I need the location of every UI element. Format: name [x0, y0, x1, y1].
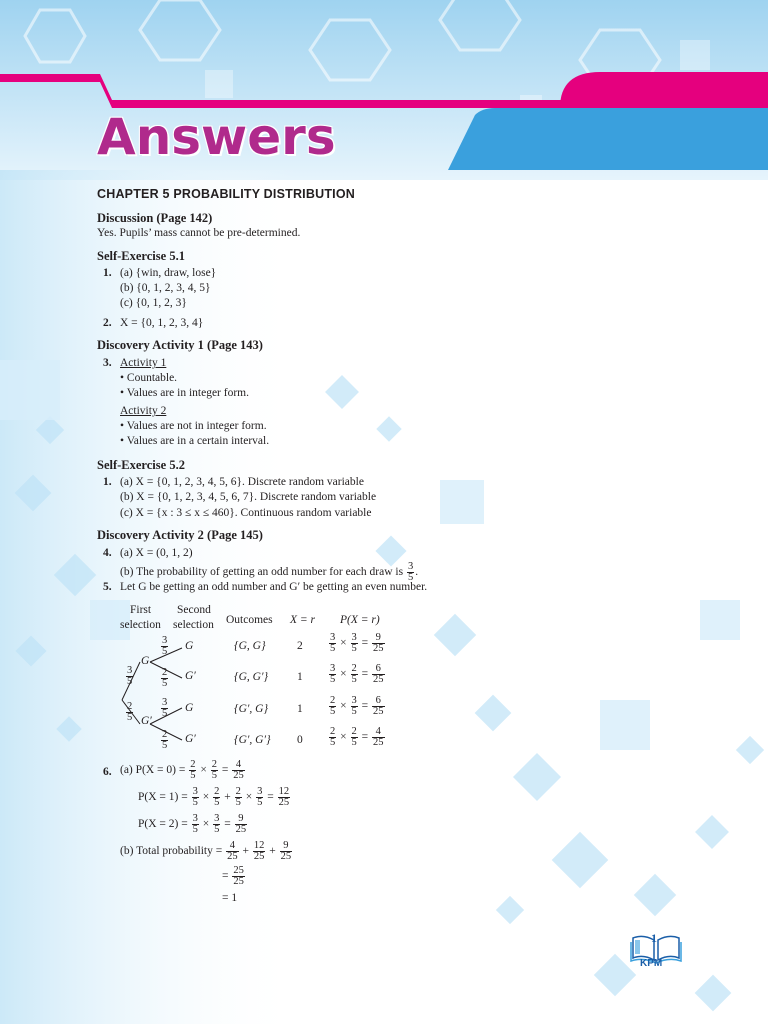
question-number: 1. [103, 267, 112, 279]
answer-line: (c) X = {x : 3 ≤ x ≤ 460}. Continuous random variable [120, 507, 372, 519]
node-g-prime: G′ [141, 715, 152, 727]
tree-header: Outcomes [226, 614, 273, 626]
page-number: 1 [651, 931, 657, 945]
bullet-line: • Values are in integer form. [120, 387, 249, 399]
answer-line: (b) {0, 1, 2, 3, 4, 5} [120, 282, 211, 294]
activity-label: Activity 2 [120, 405, 167, 417]
tree-header: selection [173, 619, 214, 631]
node-g-prime: G′ [185, 733, 196, 745]
answer-line: (c) {0, 1, 2, 3} [120, 297, 187, 309]
bullet-line: • Values are not in integer form. [120, 420, 267, 432]
answer-line: (b) The probability of getting an odd number for each draw is $\frac{3}{5}$ . [120, 561, 419, 583]
question-number: 5. [103, 581, 112, 593]
node-g-prime: G′ [185, 670, 196, 682]
answer-line: (a) X = {0, 1, 2, 3, 4, 5, 6}. Discrete random variable [120, 476, 364, 488]
equation-line: = $\frac{25}{25}$ [222, 865, 244, 887]
branch-probability: $\frac{3}{5}$ [162, 697, 168, 719]
equation-line: (a) P(X = 0) = $\frac{2}{5}$ × $\frac{2}{5}$ = $\frac{4}{25}$ [120, 759, 244, 781]
question-number: 1. [103, 476, 112, 488]
branch-probability: $\frac{2}{5}$ [162, 729, 168, 751]
node-g: G [141, 655, 150, 667]
question-number: 2. [103, 317, 112, 329]
branch-probability: $\frac{2}{5}$ [127, 701, 133, 723]
tree-header: P(X = r) [340, 614, 380, 626]
answers-page: Answers CHAPTER 5 PROBABILITY DISTRIBUTION Discussion (Page 142) Yes. Pupils’ mass cannot be pre-determined. Self-Exercise 5.1 1. (a) {win, draw, lose} (b) {0, 1, 2, 3, 4, 5} (c) {0, 1, 2, 3} 2. X = {0, 1, 2, 3, 4} Discovery Activity 1 (Page 143) 3. Activity 1 • Countable. • Values are in integer form. Activity 2 • Values are not in integer form. • Values are in a certain interval. Self-Exercise 5.2 1. (a) X = {0, 1, 2, 3, 4, 5, 6}. Discrete random variable (b) X = {0, 1, 2, 3, 4, 5, 6, 7}. Discrete random variable (c) X = {x : 3 ≤ x ≤ 460}. Continuous random variable Discovery Activity 2 (Page 145) 4. (a) X = (0, 1, 2) (b) The probability of getting an odd number for each draw is $\frac{3}{5}$ . 5. Let G be getting an odd number and G′ be getting an even number. First selection Second selection Outcomes X = r P(X = r) G G′ G G′ G G′ $\frac{3}{5}$ $\frac{2}{5}$ $\frac{3}{5}$ $\frac{2}{5}$ $\frac{3}{5}$ $\frac{2}{5}$ {G, G} 2 $\frac{3}{5}$ × $\frac{3}{5}$ = $\frac{9}{25}$ {G, G′} 1 $\frac{3}{5}$ × $\frac{2}{5}$ = $\frac{6}{25}$ {G′, G} 1 $\frac{2}{5}$ × $\frac{3}{5}$ = $\frac{6}{25}$ {G′, G′} 0 $\frac{2}{5}$ × $\frac{2}{5}$ = $\frac{4}{25}$ 6. (a) P(X = 0) = $\frac{2}{5}$ × $\frac{2}{5}$ = $\frac{4}{25}$ P(X = 1) = $\frac{3}{5}$ × $\frac{2}{5}$ + $\frac{2}{5}$ × $\frac{3}{5}$ = $\frac{12}{25}$ P(X = 2) = $\frac{3}{5}$ × $\frac{3}{5}$ = $\frac{9}{25}$ (b) Total probability = $\frac{4}{25}$ + $\frac{12}{25}$ + $\frac{9}{25}$ = $\frac{25}{25}$ = 1 1 KPM [0, 0, 768, 1024]
branch-probability: $\frac{2}{5}$ [162, 667, 168, 689]
discussion-answer: Yes. Pupils’ mass cannot be pre-determined. [97, 227, 301, 239]
question-number: 6. [103, 766, 112, 778]
bullet-line: • Countable. [120, 372, 178, 384]
chapter-heading: CHAPTER 5 PROBABILITY DISTRIBUTION [97, 187, 355, 201]
activity-label: Activity 1 [120, 357, 167, 369]
discussion-heading: Discussion (Page 142) [97, 211, 213, 225]
publisher-logo: KPM [640, 958, 663, 969]
bullet-line: • Values are in a certain interval. [120, 435, 270, 447]
question-number: 4. [103, 547, 112, 559]
page-title: Answers [97, 108, 336, 166]
answer-line: Let G be getting an odd number and G′ be getting an even number. [120, 581, 428, 593]
branch-probability: $\frac{3}{5}$ [127, 665, 133, 687]
tree-header: First [130, 604, 152, 616]
answer-line: X = {0, 1, 2, 3, 4} [120, 317, 204, 329]
discovery-activity-2-heading: Discovery Activity 2 (Page 145) [97, 528, 263, 542]
tree-header: selection [120, 619, 161, 631]
fraction: $\frac{3}{5}$ [407, 561, 414, 583]
equation-line: P(X = 1) = $\frac{3}{5}$ × $\frac{2}{5}$ + $\frac{2}{5}$ × $\frac{3}{5}$ = $\frac{12}{25}$ [138, 786, 290, 808]
answer-line: (a) {win, draw, lose} [120, 267, 217, 279]
answer-line: (b) X = {0, 1, 2, 3, 4, 5, 6, 7}. Discrete random variable [120, 491, 377, 503]
branch-probability: $\frac{3}{5}$ [162, 635, 168, 657]
self-exercise-5-1-heading: Self-Exercise 5.1 [97, 249, 185, 263]
answer-line: (a) X = (0, 1, 2) [120, 547, 193, 559]
node-g: G [185, 702, 194, 714]
equation-line: (b) Total probability = $\frac{4}{25}$ + $\frac{12}{25}$ + $\frac{9}{25}$ [120, 840, 292, 862]
self-exercise-5-2-heading: Self-Exercise 5.2 [97, 458, 185, 472]
node-g: G [185, 640, 194, 652]
equation-line: P(X = 2) = $\frac{3}{5}$ × $\frac{3}{5}$ = $\frac{9}{25}$ [138, 813, 247, 835]
tree-header: Second [177, 604, 211, 616]
tree-header: X = r [290, 614, 316, 626]
equation-line: = 1 [222, 892, 238, 904]
discovery-activity-1-heading: Discovery Activity 1 (Page 143) [97, 338, 263, 352]
question-number: 3. [103, 357, 112, 369]
answer-text: (b) The probability of getting an odd number for each draw is [120, 566, 404, 579]
